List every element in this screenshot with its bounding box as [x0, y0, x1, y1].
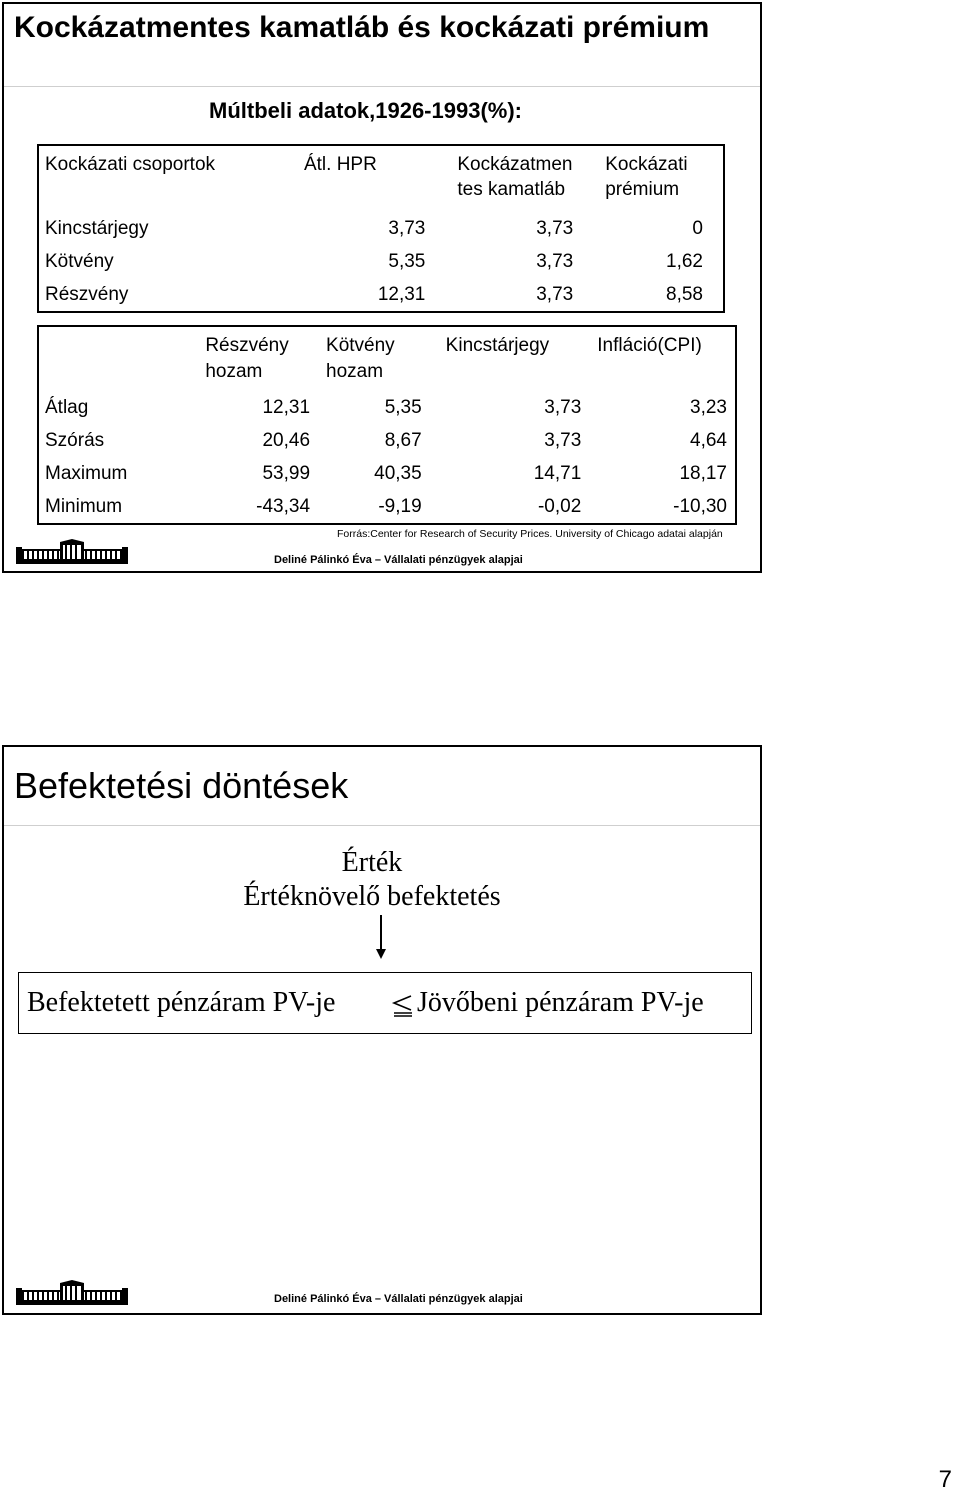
cell-premium: 0 — [692, 217, 703, 239]
cell-stock: 53,99 — [262, 462, 311, 484]
header-premium: Kockázati prémium — [605, 154, 688, 200]
table-row — [38, 245, 724, 278]
cell-inflation: -10,30 — [673, 495, 727, 517]
future-cashflow-pv: Jövőbeni pénzáram PV-je — [417, 987, 704, 1018]
cell-tbill: 3,73 — [544, 396, 582, 418]
cell-avg: 5,35 — [388, 250, 426, 272]
cell-tbill: 3,73 — [544, 429, 582, 451]
slide-footer: Deliné Pálinkó Éva – Vállalati pénzügyek alapjai — [274, 554, 523, 566]
cell-stock: 12,31 — [262, 396, 311, 418]
table-header-row — [38, 145, 724, 212]
cell-avg: 12,31 — [377, 283, 426, 305]
title-band — [4, 747, 760, 826]
title-band — [4, 4, 760, 87]
cell-bond: 5,35 — [384, 396, 422, 418]
value-label: Érték — [341, 847, 403, 878]
cell-tbill: -0,02 — [537, 495, 582, 517]
header-stock: Részvény hozam — [205, 335, 289, 382]
cell-inflation: 3,23 — [690, 396, 727, 418]
page-number: 7 — [938, 1466, 952, 1493]
table-header-row — [38, 326, 736, 391]
cell-bond: 8,67 — [384, 429, 422, 451]
row-label: Kincstárjegy — [45, 217, 149, 239]
table-row — [38, 424, 736, 457]
cell-stock: -43,34 — [256, 495, 311, 517]
header-riskfree: Kockázatmen tes kamatláb — [457, 154, 573, 200]
slide-risk-premium — [2, 2, 762, 573]
row-label: Szórás — [45, 429, 105, 451]
slide-title: Befektetési döntések — [14, 765, 349, 806]
university-building-icon — [16, 1280, 128, 1306]
row-label: Kötvény — [45, 250, 114, 272]
university-building-icon — [16, 539, 128, 565]
slide-title: Kockázatmentes kamatláb és kockázati prémium — [14, 11, 710, 44]
header-tbill: Kincstárjegy — [445, 335, 550, 356]
table-row — [38, 212, 724, 245]
cell-tbill: 14,71 — [533, 462, 582, 484]
cell-bond: 40,35 — [374, 462, 422, 484]
table-row — [38, 457, 736, 490]
pv-comparison-box — [18, 972, 752, 1034]
cell-avg: 3,73 — [388, 217, 426, 239]
row-label: Maximum — [45, 462, 128, 484]
source-note: Forrás:Center for Research of Security Prices. University of Chicago adatai alapján — [337, 528, 723, 540]
row-label: Részvény — [45, 283, 129, 305]
invested-cashflow-pv: Befektetett pénzáram PV-je — [27, 987, 336, 1018]
row-label: Minimum — [45, 495, 123, 517]
table-row — [38, 391, 736, 424]
header-inflation: Infláció(CPI) — [597, 335, 702, 356]
slide-footer: Deliné Pálinkó Éva – Vállalati pénzügyek alapjai — [274, 1293, 523, 1305]
cell-premium: 1,62 — [666, 250, 703, 272]
header-empty — [38, 326, 197, 391]
header-bond: Kötvény hozam — [326, 335, 395, 382]
cell-inflation: 4,64 — [690, 429, 727, 451]
value-creating-investment-label: Értéknövelő befektetés — [243, 881, 501, 912]
cell-premium: 8,58 — [666, 283, 703, 305]
cell-inflation: 18,17 — [679, 462, 727, 484]
slide-investment-decisions — [2, 745, 762, 1315]
table-row — [38, 278, 724, 312]
header-group: Kockázati csoportok — [45, 154, 216, 175]
cell-bond: -9,19 — [378, 495, 422, 517]
row-label: Átlag — [45, 396, 89, 418]
cell-riskfree: 3,73 — [536, 283, 574, 305]
cell-riskfree: 3,73 — [536, 217, 574, 239]
historical-returns-table — [37, 325, 737, 525]
cell-riskfree: 3,73 — [536, 250, 574, 272]
risk-premium-table — [37, 144, 725, 313]
arrow-down-icon — [376, 915, 386, 959]
header-avg-hpr: Átl. HPR — [303, 154, 377, 175]
less-than-or-equal-icon — [391, 995, 415, 1017]
table-row — [38, 490, 736, 524]
slide-subtitle: Múltbeli adatok,1926-1993(%): — [209, 98, 522, 123]
cell-stock: 20,46 — [262, 429, 311, 451]
